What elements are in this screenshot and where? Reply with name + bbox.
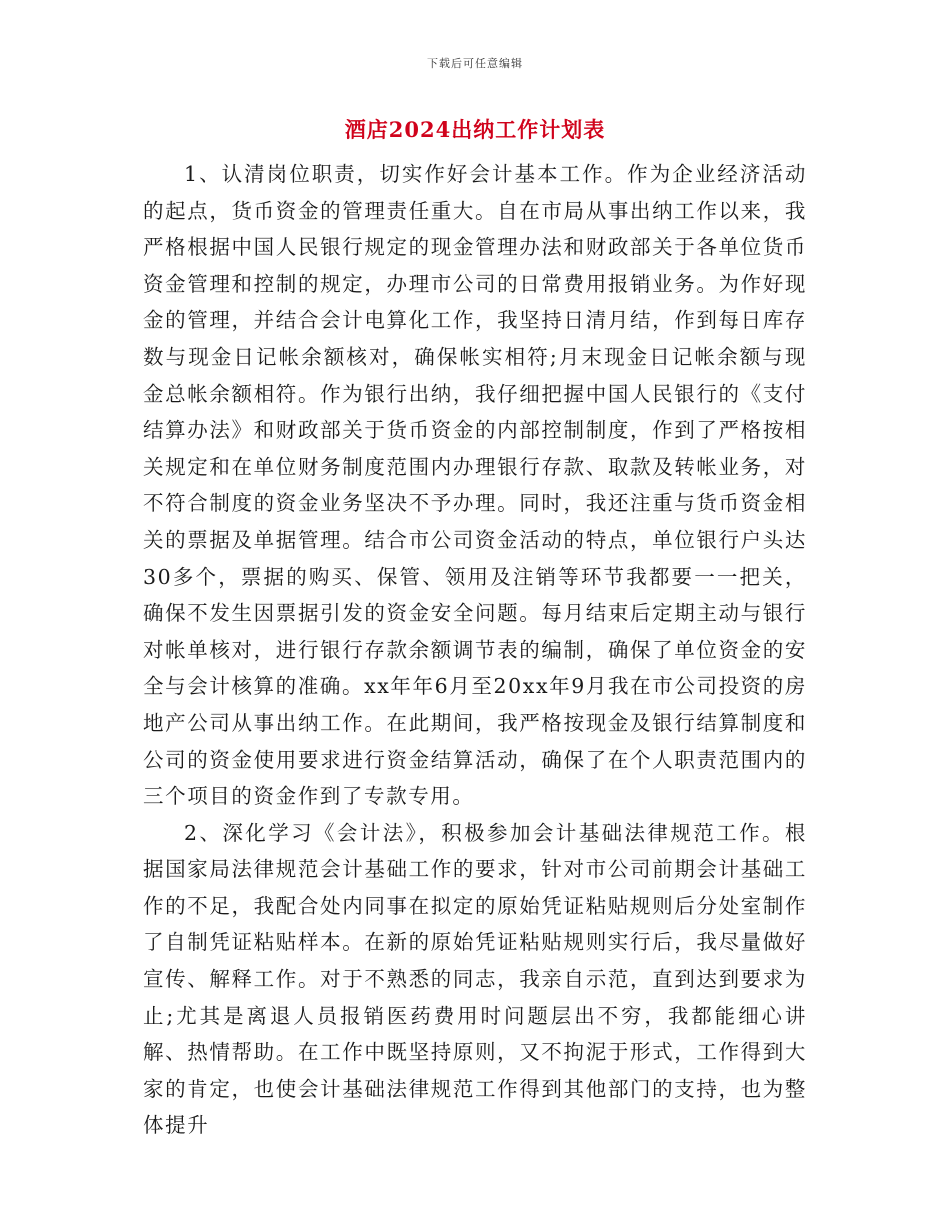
document-title: 酒店2024出纳工作计划表	[344, 117, 606, 142]
paragraph-1: 1、认清岗位职责，切实作好会计基本工作。作为企业经济活动的起点，货币资金的管理责任重大。自在市局从事出纳工作以来，我严格根据中国人民银行规定的现金管理办法和财政部关于各单位货币资金管理和控制的规定，办理市公司的日常费用报销业务。为作好现金的管理，并结合会计电算化工作，我坚持日清月结，作到每日库存数与现金日记帐余额核对，确保帐实相符;月末现金日记帐余额与现金总帐余额相符。作为银行出纳，我仔细把握中国人民银行的《支付结算办法》和财政部关于货币资金的内部控制制度，作到了严格按相关规定和在单位财务制度范围内办理银行存款、取款及转帐业务，对不符合制度的资金业务坚决不予办理。同时，我还注重与货币资金相关的票据及单据管理。结合市公司资金活动的特点，单位银行户头达30多个，票据的购买、保管、领用及注销等环节我都要一一把关，确保不发生因票据引发的资金安全问题。每月结束后定期主动与银行对帐单核对，进行银行存款余额调节表的编制，确保了单位资金的安全与会计核算的准确。xx年年6月至20xx年9月我在市公司投资的房地产公司从事出纳工作。在此期间，我严格按现金及银行结算制度和公司的资金使用要求进行资金结算活动，确保了在个人职责范围内的三个项目的资金作到了专款专用。	[143, 162, 807, 809]
paragraph-2: 2、深化学习《会计法》，积极参加会计基础法律规范工作。根据国家局法律规范会计基础工作的要求，针对市公司前期会计基础工作的不足，我配合处内同事在拟定的原始凭证粘贴规则后分处室制作了自制凭证粘贴样本。在新的原始凭证粘贴规则实行后，我尽量做好宣传、解释工作。对于不熟悉的同志，我亲自示范，直到达到要求为止;尤其是离退人员报销医药费用时问题层出不穷，我都能细心讲解、热情帮助。在工作中既坚持原则，又不拘泥于形式，工作得到大家的肯定，也使会计基础法律规范工作得到其他部门的支持，也为整体提升	[143, 820, 807, 1138]
header-note: 下载后可任意编辑	[427, 57, 523, 70]
document-body	[143, 156, 807, 1144]
